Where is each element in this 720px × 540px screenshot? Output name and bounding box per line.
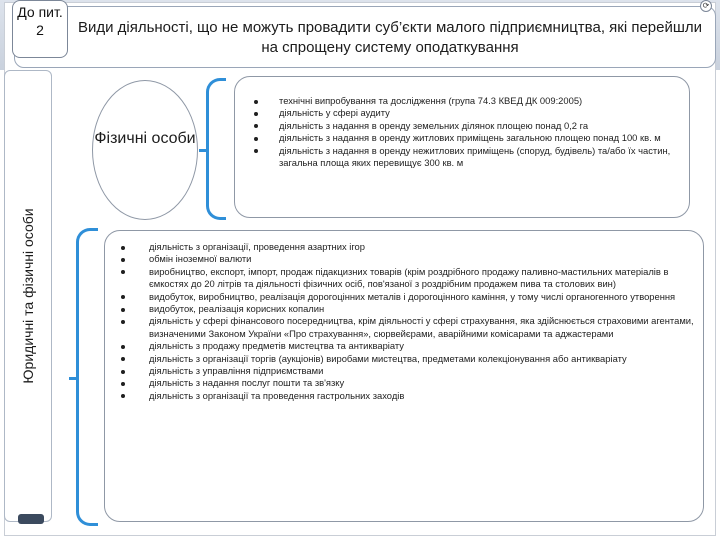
list-item: діяльність з управління підприємствами	[115, 365, 695, 377]
list-item: видобуток, виробництво, реалізація дорогоцінних металів і дорогоцінного каміння, у тому числі органогенного утворення	[115, 291, 695, 303]
bracket-physical	[206, 78, 226, 220]
list-item: обмін іноземної валюти	[115, 253, 695, 265]
side-label: Юридичні та фізичні особи	[20, 208, 36, 384]
list-item: виробництво, експорт, імпорт, продаж підакцизних товарів (крім роздрібного продажу паливно-мастильних матеріалів в ємкостях до 20 літрів та діяльності фізичних осіб, пов'язаної з роздрібним продажем пива та столових вин)	[115, 266, 695, 291]
list-item: діяльність з надання в оренду нежитлових приміщень (споруд, будівель) та/або їх частин, загальна площа яких перевищує 300 кв. м	[249, 145, 679, 170]
list-item: діяльність з організації, проведення азартних ігор	[115, 241, 695, 253]
list-item: діяльність з надання послуг пошти та зв'язку	[115, 377, 695, 389]
legal-physical-list-box	[104, 230, 704, 522]
page-title: Види діяльності, що не можуть провадити суб’єкти малого підприємництва, які перейшли на спрощену систему оподаткування	[77, 19, 703, 56]
list-item: діяльність з організації торгів (аукціонів) виробами мистецтва, предметами колекціонування або антикваріату	[115, 353, 695, 365]
list-item: технічні випробування та дослідження (група 74.3 КВЕД ДК 009:2005)	[249, 95, 679, 107]
side-bottom-tag	[18, 514, 44, 524]
bracket-legal-physical	[76, 228, 98, 526]
physical-persons-list-box	[234, 76, 690, 218]
list-item: видобуток, реалізація корисних копалин	[115, 303, 695, 315]
list-item: діяльність з надання в оренду житлових приміщень загальною площею понад 100 кв. м	[249, 132, 679, 144]
question-number-link[interactable]: До пит. 2	[12, 0, 68, 58]
legal-physical-list	[115, 241, 695, 402]
physical-persons-label: Фізичні особи	[94, 130, 196, 147]
list-item: діяльність у сфері аудиту	[249, 107, 679, 119]
list-item: діяльність з продажу предметів мистецтва та антикваріату	[115, 340, 695, 352]
list-item: діяльність з організації та проведення гастрольних заходів	[115, 390, 695, 402]
list-item: діяльність у сфері фінансового посередництва, крім діяльності у сфері страхування, яка здійснюється страховими агентами, визначеними Законом України «Про страхування», сюрвейєрами, аварійними комісарами та аджастерами	[115, 315, 695, 340]
corner-info-icon: ⟳	[700, 0, 712, 12]
physical-persons-oval	[92, 80, 198, 220]
physical-persons-list	[249, 95, 679, 169]
list-item: діяльність з надання в оренду земельних ділянок площею понад 0,2 га	[249, 120, 679, 132]
